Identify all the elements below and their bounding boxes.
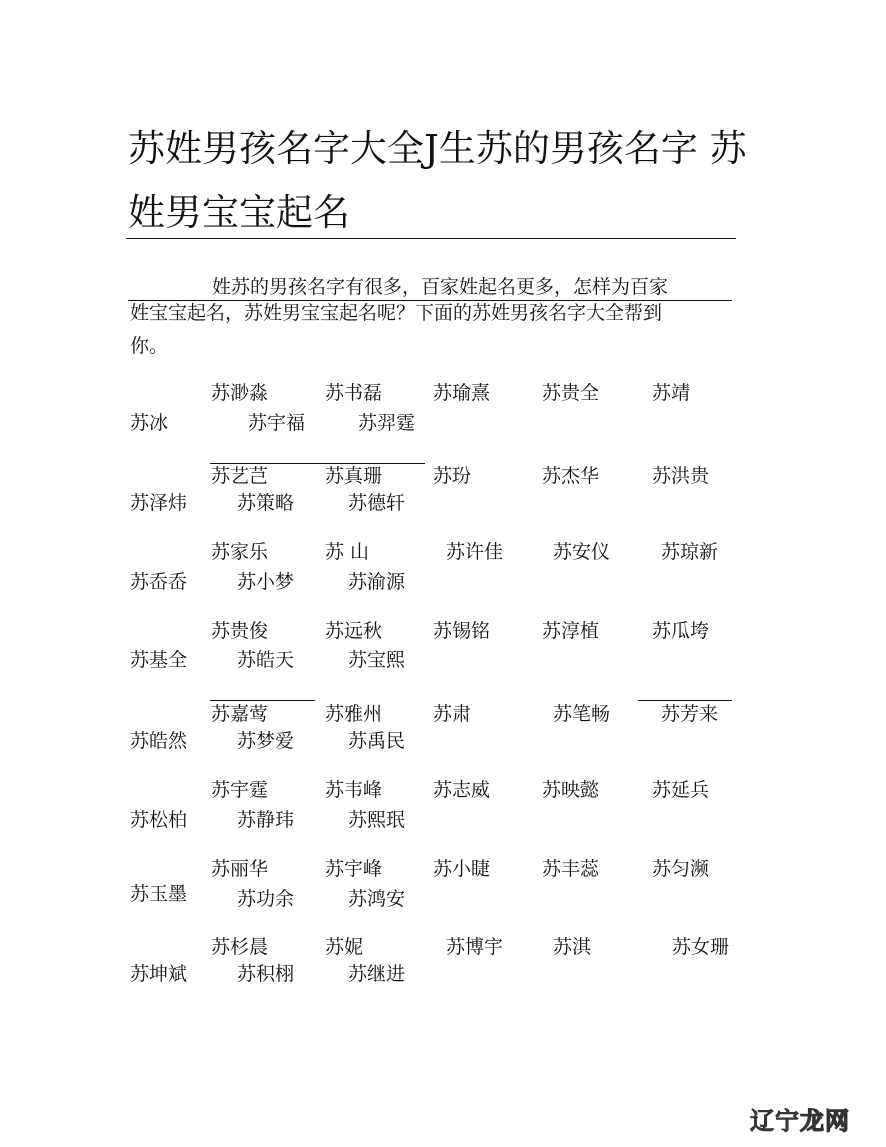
name-item: 苏琼新 <box>661 541 719 563</box>
name-item: 苏渝源 <box>348 571 406 593</box>
name-item: 苏肃 <box>433 703 472 725</box>
name-item: 苏妮 <box>325 936 364 958</box>
name-item: 苏靖 <box>652 382 691 404</box>
name-item: 苏基全 <box>130 649 188 671</box>
underline <box>210 463 425 464</box>
name-item: 苏梦爱 <box>237 730 295 752</box>
name-item: 苏志威 <box>433 779 491 801</box>
intro-line3: 你。 <box>130 335 169 357</box>
name-item: 苏宝熙 <box>348 649 406 671</box>
name-item: 苏继进 <box>348 963 406 985</box>
name-item: 苏策略 <box>237 492 295 514</box>
name-item: 苏岙岙 <box>130 571 188 593</box>
name-item: 苏丰蕊 <box>542 858 600 880</box>
name-item: 苏博宇 <box>446 936 504 958</box>
name-item: 苏玢 <box>433 465 472 487</box>
name-item: 苏积栩 <box>237 963 295 985</box>
name-item: 苏宇峰 <box>325 858 383 880</box>
name-item: 苏瑜熹 <box>433 382 491 404</box>
page-title-line2: 姓男宝宝起名 <box>128 191 350 234</box>
name-item: 苏韦峰 <box>325 779 383 801</box>
name-item: 苏贵全 <box>542 382 600 404</box>
name-item: 苏 山 <box>325 541 370 563</box>
name-item: 苏松柏 <box>130 809 188 831</box>
watermark-part1: 辽宁 <box>750 1107 800 1135</box>
name-item: 苏小梦 <box>237 571 295 593</box>
name-item: 苏嘉莺 <box>211 703 269 725</box>
name-item: 苏许佳 <box>446 541 504 563</box>
name-item: 苏皓天 <box>237 649 295 671</box>
name-item: 苏真珊 <box>325 465 383 487</box>
name-item: 苏淳植 <box>542 620 600 642</box>
name-item: 苏渺淼 <box>211 382 269 404</box>
underline <box>638 700 732 701</box>
watermark-part2: 龙网 <box>800 1107 850 1135</box>
name-item: 苏延兵 <box>652 779 710 801</box>
underline <box>210 700 315 701</box>
name-item: 苏功余 <box>237 888 295 910</box>
name-item: 苏玉墨 <box>130 883 188 905</box>
name-item: 苏德轩 <box>348 492 406 514</box>
name-item: 苏坤斌 <box>130 963 188 985</box>
name-item: 苏女珊 <box>672 936 730 958</box>
name-item: 苏瓜垮 <box>652 620 710 642</box>
intro-underline <box>128 300 732 301</box>
name-item: 苏淇 <box>553 936 592 958</box>
name-item: 苏熙珉 <box>348 809 406 831</box>
name-item: 苏笔畅 <box>553 703 611 725</box>
page-title-line1: 苏姓男孩名字大全J生苏的男孩名字 苏 <box>128 127 747 170</box>
name-item: 苏映懿 <box>542 779 600 801</box>
name-item: 苏宇霆 <box>211 779 269 801</box>
title-divider <box>126 238 736 239</box>
name-item: 苏杰华 <box>542 465 600 487</box>
name-item: 苏小睫 <box>433 858 491 880</box>
watermark-logo <box>750 1101 850 1136</box>
name-item: 苏贵俊 <box>211 620 269 642</box>
name-item: 苏丽华 <box>211 858 269 880</box>
name-item: 苏禹民 <box>348 730 406 752</box>
name-item: 苏杉晨 <box>211 936 269 958</box>
name-item: 苏家乐 <box>211 541 269 563</box>
name-item: 苏静玮 <box>237 809 295 831</box>
name-item: 苏皓然 <box>130 730 188 752</box>
name-item: 苏宇福 <box>248 412 306 434</box>
intro-line1: 姓苏的男孩名字有很多，百家姓起名更多，怎样为百家 <box>212 276 669 298</box>
name-item: 苏冰 <box>130 412 169 434</box>
name-item: 苏雅州 <box>325 703 383 725</box>
name-item: 苏泽炜 <box>130 492 188 514</box>
name-item: 苏远秋 <box>325 620 383 642</box>
intro-line2: 姓宝宝起名，苏姓男宝宝起名呢？下面的苏姓男孩名字大全帮到 <box>130 302 663 324</box>
name-item: 苏鸿安 <box>348 888 406 910</box>
name-item: 苏艺芑 <box>211 465 269 487</box>
name-item: 苏安仪 <box>553 541 611 563</box>
name-item: 苏锡铭 <box>433 620 491 642</box>
name-item: 苏洪贵 <box>652 465 710 487</box>
name-item: 苏芳来 <box>661 703 719 725</box>
name-item: 苏匀濒 <box>652 858 710 880</box>
name-item: 苏羿霆 <box>358 412 416 434</box>
name-item: 苏书磊 <box>325 382 383 404</box>
